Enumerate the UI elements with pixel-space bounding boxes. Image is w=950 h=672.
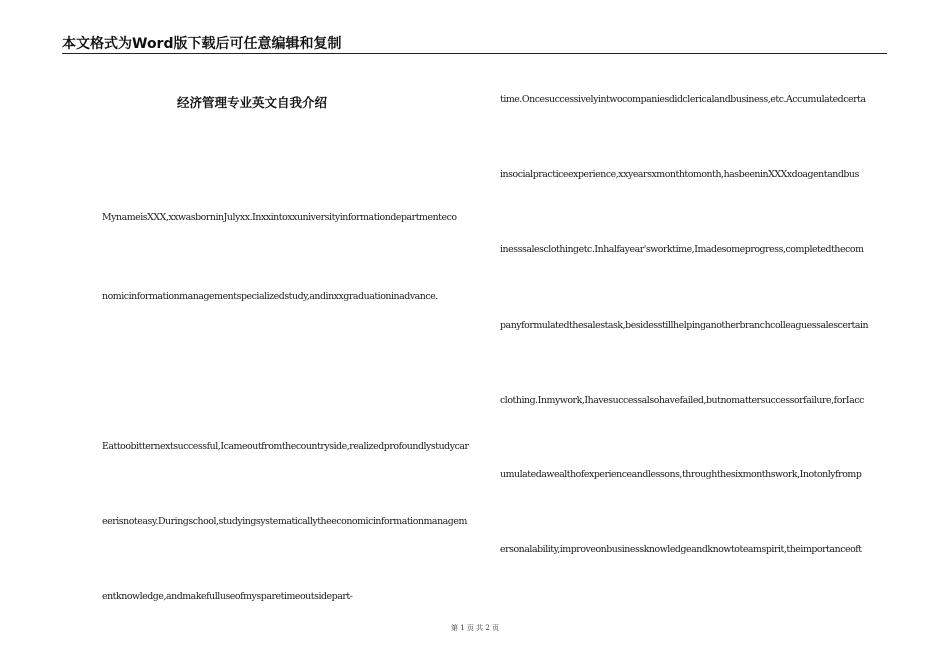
left-column-line: nomicinformationmanagementspecializedstudy,andinxxgraduationinadvance.	[102, 291, 438, 302]
page-number-footer: 第 1 页 共 2 页	[450, 624, 500, 632]
right-column-line: inesssalesclothingetc.Inhalfayear'sworktime,Imadesomeprogress,completedthecom	[500, 244, 864, 255]
left-column-line: entknowledge,andmakefulluseofmysparetimeoutsidepart-	[102, 591, 353, 602]
right-column-line: ersonalability,improveonbusinessknowledgeandknowtoteamspirit,theimportanceoft	[500, 544, 862, 555]
left-column-line: MynameisXXX,xxwasborninJulyxx.Inxxintoxxuniversityinformationdepartmenteco	[102, 212, 457, 223]
right-column-line: insocialpracticeexperience,xxyearsxmonthtomonth,hasbeeninXXXxdoagentandbus	[500, 169, 859, 180]
header-divider	[62, 53, 887, 54]
document-title: 经济管理专业英文自我介绍	[177, 95, 328, 110]
right-column-line: panyformulatedthesalestask,besidesstillhelpinganotherbranchcolleaguessalescertain	[500, 320, 869, 331]
left-column-line: Eattoobitternextsuccessful,Icameoutfromthecountryside,realizedprofoundlystudycar	[102, 441, 469, 452]
left-column-line: eerisnoteasy.Duringschool,studyingsystematicallytheeconomicinformationmanagem	[102, 516, 467, 527]
right-column-line: umulatedawealthofexperienceandlessons,throughthesixmonthswork,Inotonlyfromp	[500, 469, 862, 480]
header-title: 本文格式为Word版下载后可任意编辑和复制	[62, 36, 342, 52]
right-column-line: time.Oncesuccessivelyintwocompaniesdidclericalandbusiness,etc.Accumulatedcerta	[500, 94, 866, 105]
right-column-line: clothing.Inmywork,Ihavesuccessalsohavefailed,butnomattersuccessorfailure,forIacc	[500, 395, 864, 406]
